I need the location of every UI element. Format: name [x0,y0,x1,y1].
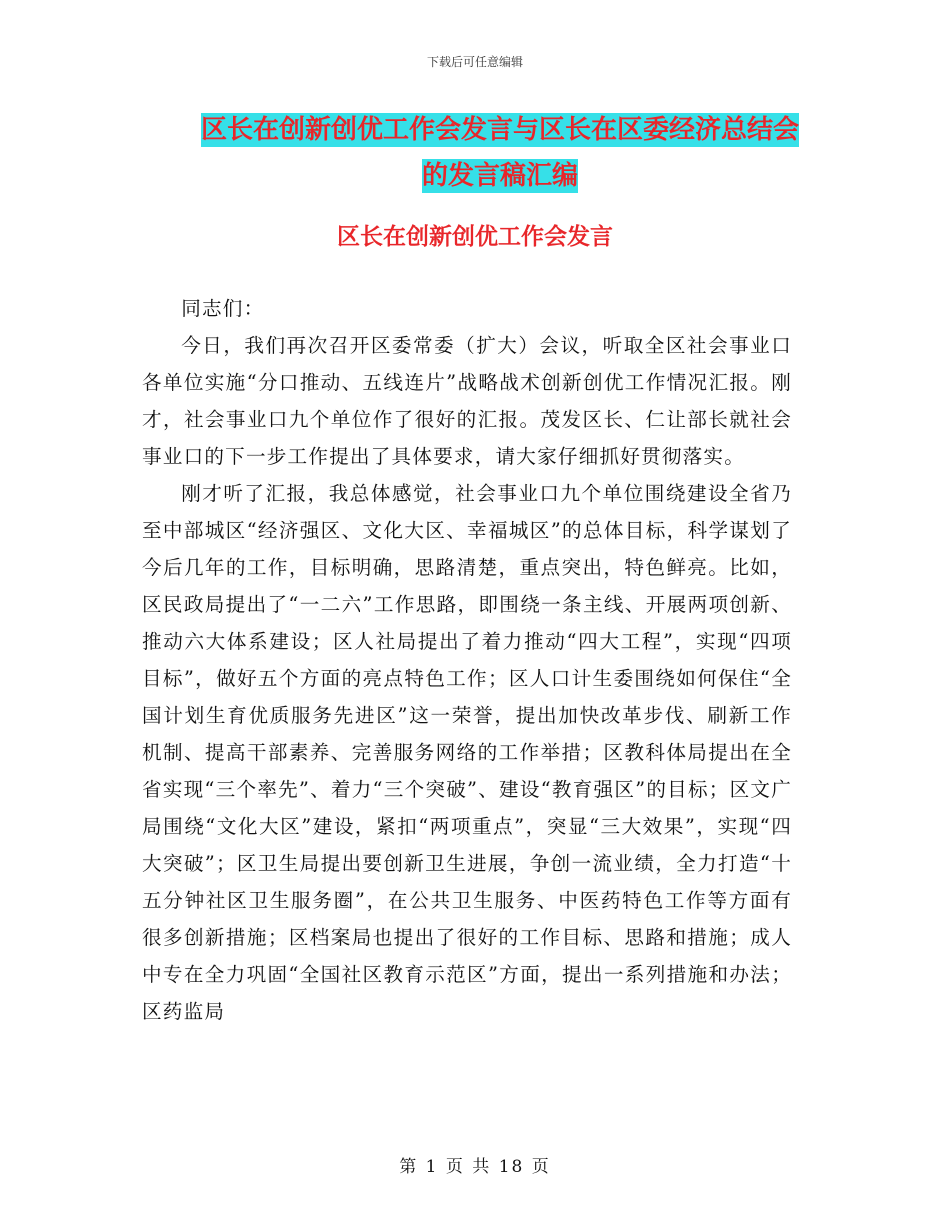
document-body [142,290,792,1030]
document-title-line2: 的发言稿汇编 [421,161,578,191]
paragraph: 今日，我们再次召开区委常委（扩大）会议，听取全区社会事业口各单位实施“分口推动、五线连片”战略战术创新创优工作情况汇报。刚才，社会事业口九个单位作了很好的汇报。茂发区长、仁让部长就社会事业口的下一步工作提出了具体要求，请大家仔细抓好贯彻落实。 [142,334,792,468]
paragraph-salutation: 同志们： [181,297,265,320]
document-title-line1: 区长在创新创优工作会发言与区长在区委经济总结会 [200,115,799,145]
paragraph: 刚才听了汇报，我总体感觉，社会事业口九个单位围绕建设全省乃至中部城区“经济强区、文化大区、幸福城区”的总体目标，科学谋划了今后几年的工作，目标明确，思路清楚，重点突出，特色鲜亮。比如，区民政局提出了“一二六”工作思路，即围绕一条主线、开展两项创新、推动六大体系建设；区人社局提出了着力推动“四大工程”，实现“四项目标”，做好五个方面的亮点特色工作；区人口计生委围绕如何保住“全国计划生育优质服务先进区”这一荣誉，提出加快改革步伐、刷新工作机制、提高干部素养、完善服务网络的工作举措；区教科体局提出在全省实现“三个率先”、着力“三个突破”、建设“教育强区”的目标；区文广局围绕“文化大区”建设，紧扣“两项重点”，突显“三大效果”，实现“四大突破”；区卫生局提出要创新卫生进展，争创一流业绩，全力打造“十五分钟社区卫生服务圈”，在公共卫生服务、中医药特色工作等方面有很多创新措施；区档案局也提出了很好的工作目标、思路和措施；成人中专在全力巩固“全国社区教育示范区”方面，提出一系列措施和办法；区药监局 [142,482,792,1023]
document-title [140,107,860,199]
header-note: 下载后可任意编辑 [426,55,523,69]
section-title: 区长在创新创优工作会发言 [337,224,613,250]
page-number: 第 1 页 共 18 页 [399,1157,551,1177]
